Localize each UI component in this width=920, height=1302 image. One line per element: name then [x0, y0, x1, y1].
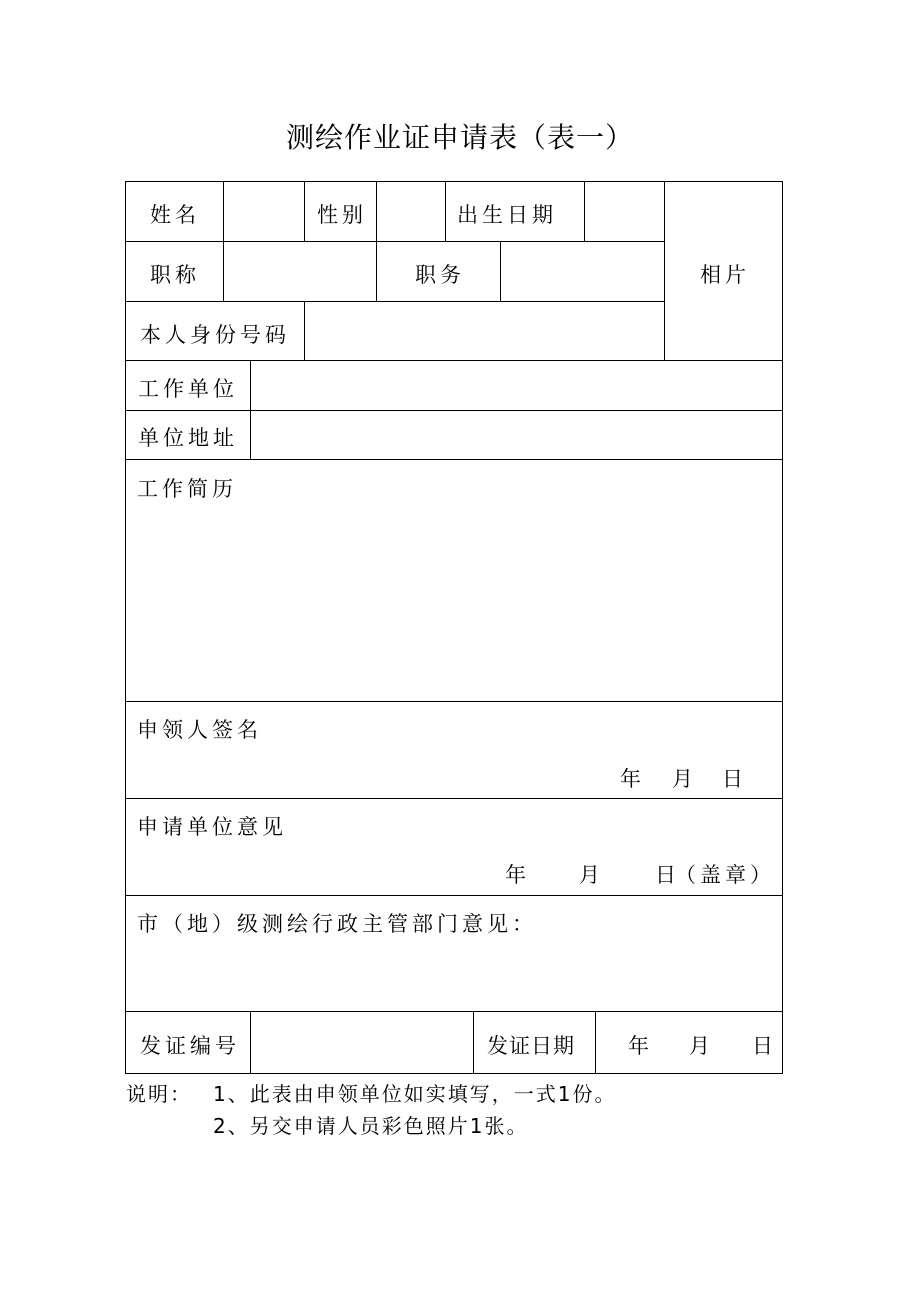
resume-label: 工作简历	[137, 477, 237, 501]
cert-number-label: 发证编号	[140, 1034, 240, 1058]
work-unit-label: 工作单位	[138, 377, 238, 401]
unit-address-label-cell	[125, 410, 251, 460]
unit-address-field[interactable]	[250, 410, 783, 460]
note-item-2: 2、另交申请人员彩色照片1张。	[213, 1114, 529, 1138]
position-field[interactable]	[500, 241, 665, 302]
issue-month: 月	[689, 1034, 714, 1058]
gender-label-cell	[304, 181, 377, 242]
signature-month: 月	[672, 767, 697, 791]
name-field[interactable]	[223, 181, 305, 242]
issue-date-label-cell	[473, 1011, 596, 1074]
notes-heading: 说明：	[126, 1082, 192, 1106]
work-unit-field[interactable]	[250, 360, 783, 411]
authority-opinion-label: 市（地）级测绘行政主管部门意见：	[137, 912, 537, 936]
photo-cell[interactable]	[664, 181, 783, 361]
professional-title-field[interactable]	[223, 241, 377, 302]
gender-field[interactable]	[376, 181, 446, 242]
name-label-cell	[125, 181, 224, 242]
issue-year: 年	[628, 1034, 653, 1058]
professional-title-label-cell	[125, 241, 224, 302]
professional-title-label: 职称	[150, 263, 200, 287]
birth-date-label: 出生日期	[457, 203, 557, 227]
position-label: 职务	[415, 263, 465, 287]
applicant-signature-label: 申领人签名	[137, 718, 262, 742]
name-label: 姓名	[150, 203, 200, 227]
authority-opinion-field[interactable]	[125, 895, 783, 1012]
cert-number-field[interactable]	[250, 1011, 474, 1074]
id-number-label-cell	[125, 301, 305, 361]
issue-day: 日	[752, 1034, 777, 1058]
signature-year: 年	[620, 767, 645, 791]
cert-number-label-cell	[125, 1011, 251, 1074]
photo-label: 相片	[700, 263, 750, 287]
unit-opinion-label: 申请单位意见	[137, 815, 287, 839]
id-number-label: 本人身份号码	[140, 323, 290, 347]
birth-date-label-cell	[445, 181, 585, 242]
note-item-1: 1、此表由申领单位如实填写，一式1份。	[213, 1082, 617, 1106]
page-title: 测绘作业证申请表（表一）	[285, 121, 634, 154]
id-number-field[interactable]	[304, 301, 665, 361]
birth-date-field[interactable]	[584, 181, 665, 242]
unit-opinion-field[interactable]	[125, 798, 783, 896]
signature-day: 日	[722, 767, 747, 791]
position-label-cell	[376, 241, 501, 302]
unit-address-label: 单位地址	[138, 426, 238, 450]
work-unit-label-cell	[125, 360, 251, 411]
issue-date-label: 发证日期	[487, 1034, 575, 1058]
gender-label: 性别	[317, 203, 367, 227]
opinion-year: 年	[505, 863, 530, 887]
opinion-month: 月	[579, 863, 604, 887]
applicant-signature-field[interactable]	[125, 701, 783, 799]
issue-date-field[interactable]	[595, 1011, 783, 1074]
resume-field[interactable]	[125, 459, 783, 702]
opinion-seal: （盖章）	[675, 863, 775, 887]
opinion-day: 日	[655, 863, 680, 887]
